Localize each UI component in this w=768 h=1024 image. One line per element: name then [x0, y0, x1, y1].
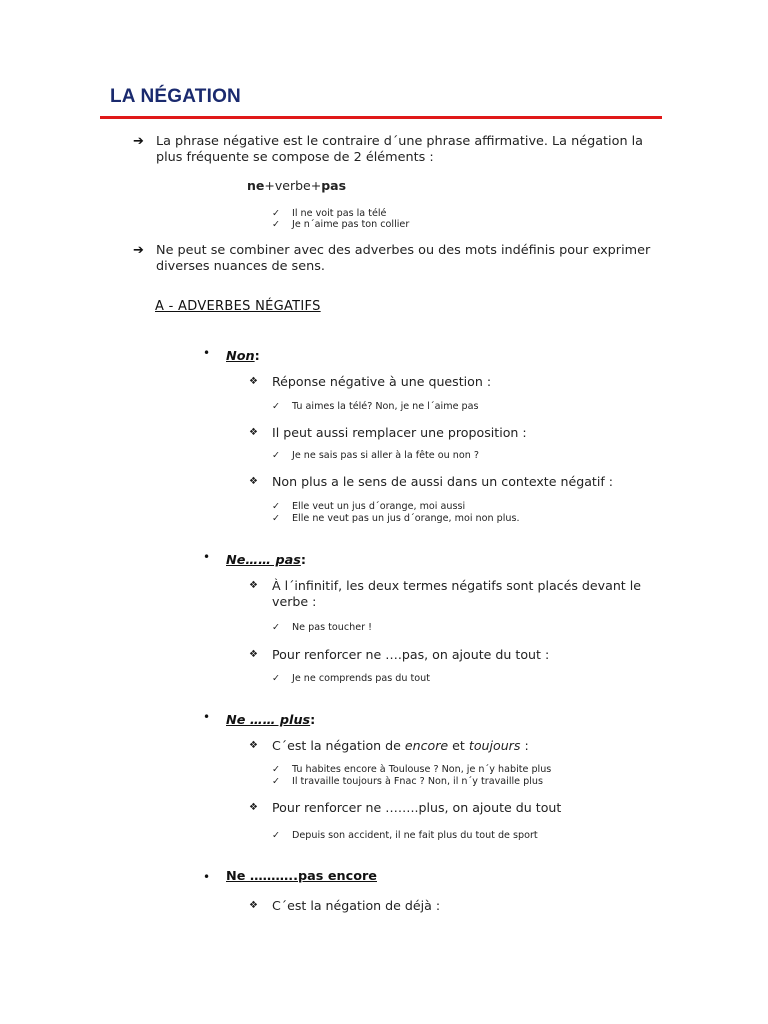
- check-icon: ✓: [272, 208, 280, 219]
- diamond-bullet-icon: ❖: [249, 427, 258, 438]
- example-item: Il ne voit pas la télé: [292, 208, 387, 219]
- example-item: Elle ne veut pas un jus d´orange, moi non plus.: [292, 513, 520, 524]
- formula-plus-2: +: [310, 178, 322, 193]
- example-item: Tu habites encore à Toulouse ? Non, je n´y habite plus: [292, 764, 552, 775]
- rule-text: C´est la négation de déjà :: [272, 898, 441, 913]
- rule-text-toujours: toujours: [468, 738, 521, 753]
- arrow-right-icon: ➔: [133, 243, 144, 258]
- formula-ne: ne: [247, 178, 265, 193]
- diamond-bullet-icon: ❖: [249, 476, 258, 487]
- formula-pas: pas: [321, 178, 347, 193]
- rule-text: À l´infinitif, les deux termes négatifs sont placés devant le: [272, 578, 641, 593]
- example-item: Je ne sais pas si aller à la fête ou non ?: [292, 450, 479, 461]
- bullet-icon: •: [203, 346, 211, 360]
- section-heading: A - ADVERBES NÉGATIFS: [155, 299, 321, 314]
- bullet-icon: •: [203, 710, 211, 724]
- check-icon: ✓: [272, 513, 280, 524]
- subheading-ne-plus-label: Ne …… plus: [226, 713, 311, 728]
- check-icon: ✓: [272, 219, 280, 230]
- intro-paragraph-1: La phrase négative est le contraire d´une phrase affirmative. La négation la plus fréquente se compose de 2 éléments :: [156, 134, 644, 165]
- subheading-ne-pas-label: Ne…… pas: [226, 553, 301, 568]
- example-item: Ne pas toucher !: [292, 622, 372, 633]
- check-icon: ✓: [272, 764, 280, 775]
- subheading-ne-pas: [226, 549, 306, 568]
- example-item: Je n´aime pas ton collier: [292, 219, 410, 230]
- rule-text-part: et: [448, 738, 469, 753]
- check-icon: ✓: [272, 673, 280, 684]
- rule-text-part: :: [520, 738, 529, 753]
- example-item: Je ne comprends pas du tout: [292, 673, 430, 684]
- arrow-right-icon: ➔: [133, 134, 144, 149]
- check-icon: ✓: [272, 830, 280, 841]
- check-icon: ✓: [272, 501, 280, 512]
- formula-verbe: verbe: [274, 178, 311, 193]
- rule-text: Non plus a le sens de aussi dans un contexte négatif :: [272, 474, 614, 489]
- example-item: Tu aimes la télé? Non, je ne l´aime pas: [292, 401, 479, 412]
- diamond-bullet-icon: ❖: [249, 740, 258, 751]
- check-icon: ✓: [272, 622, 280, 633]
- bullet-icon: •: [203, 870, 211, 884]
- title-underline: [100, 116, 662, 119]
- rule-text: Il peut aussi remplacer une proposition :: [272, 425, 527, 440]
- rule-text-continued: verbe :: [272, 594, 317, 609]
- rule-text: [272, 738, 529, 753]
- rule-text: Pour renforcer ne ……..plus, on ajoute du tout: [272, 800, 562, 815]
- check-icon: ✓: [272, 450, 280, 461]
- diamond-bullet-icon: ❖: [249, 900, 258, 911]
- check-icon: ✓: [272, 401, 280, 412]
- subheading-ne-pas-encore: Ne ………..pas encore: [226, 869, 377, 884]
- page-title: LA NÉGATION: [110, 86, 241, 107]
- example-item: Depuis son accident, il ne fait plus du tout de sport: [292, 830, 538, 841]
- diamond-bullet-icon: ❖: [249, 580, 258, 591]
- formula: [247, 178, 346, 193]
- diamond-bullet-icon: ❖: [249, 376, 258, 387]
- rule-text-part: C´est la négation de: [272, 738, 405, 753]
- diamond-bullet-icon: ❖: [249, 649, 258, 660]
- bullet-icon: •: [203, 550, 211, 564]
- intro-paragraph-2: Ne peut se combiner avec des adverbes ou des mots indéfinis pour exprimer diverses nuances de sens.: [156, 243, 651, 274]
- rule-text: Pour renforcer ne ….pas, on ajoute du tout :: [272, 647, 550, 662]
- subheading-colon: :: [300, 553, 306, 568]
- subheading-ne-plus: [226, 709, 315, 728]
- subheading-non: [226, 345, 260, 364]
- subheading-colon: :: [254, 349, 260, 364]
- example-item: Il travaille toujours à Fnac ? Non, il n´y travaille plus: [292, 776, 543, 787]
- check-icon: ✓: [272, 776, 280, 787]
- subheading-colon: :: [310, 713, 316, 728]
- rule-text: Réponse négative à une question :: [272, 374, 492, 389]
- subheading-non-label: Non: [226, 349, 255, 364]
- formula-plus-1: +: [264, 178, 275, 193]
- rule-text-encore: encore: [404, 738, 449, 753]
- diamond-bullet-icon: ❖: [249, 802, 258, 813]
- example-item: Elle veut un jus d´orange, moi aussi: [292, 501, 466, 512]
